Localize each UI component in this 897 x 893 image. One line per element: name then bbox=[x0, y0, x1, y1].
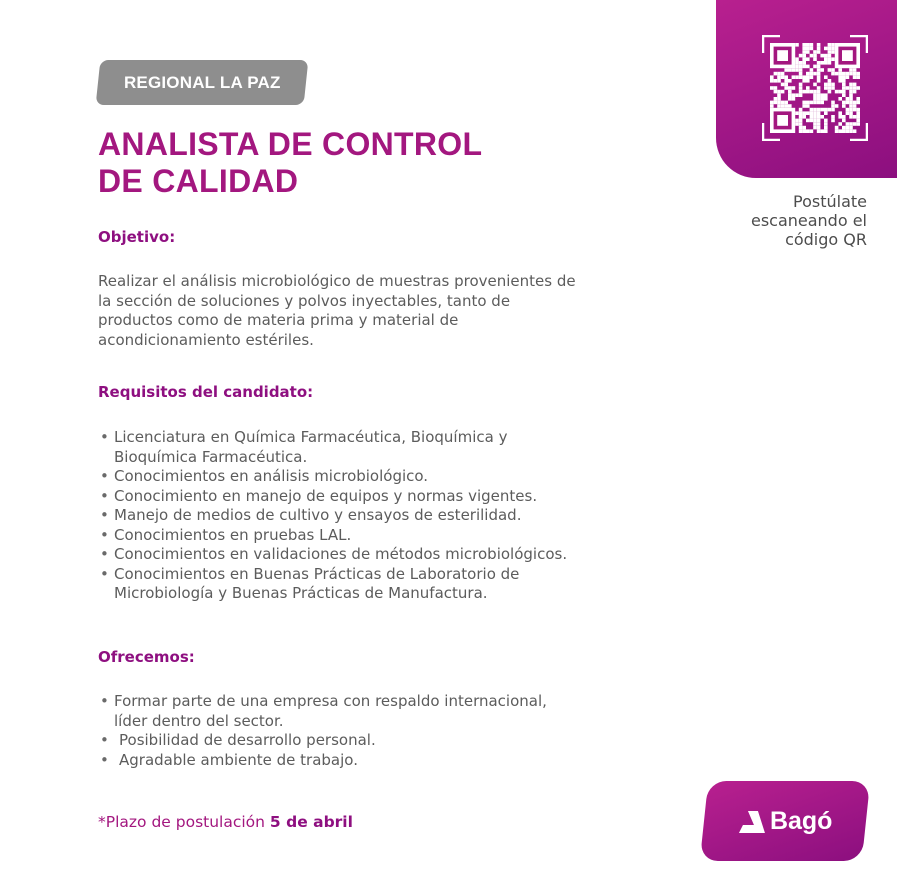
qr-code[interactable] bbox=[762, 35, 868, 141]
list-item: • Conocimientos en Buenas Prácticas de Laboratorio de bbox=[98, 565, 567, 585]
bago-logo-mark-icon bbox=[738, 809, 766, 833]
job-title-line-1: ANALISTA DE CONTROL bbox=[98, 126, 483, 162]
objective-heading: Objetivo: bbox=[98, 228, 176, 246]
region-badge bbox=[96, 60, 309, 105]
qr-caption bbox=[751, 192, 867, 249]
objective-line: acondicionamiento estériles. bbox=[98, 330, 314, 349]
list-item: • Licenciatura en Química Farmacéutica, Bioquímica y bbox=[98, 428, 567, 448]
job-title-line-2: DE CALIDAD bbox=[98, 163, 299, 199]
list-item-continuation bbox=[98, 712, 547, 732]
objective-line: Realizar el análisis microbiológico de muestras provenientes de bbox=[98, 272, 576, 290]
list-item: • Conocimientos en pruebas LAL. bbox=[98, 526, 567, 546]
requirements-heading: Requisitos del candidato: bbox=[98, 383, 314, 401]
bago-logo bbox=[700, 781, 870, 861]
qr-caption-line: Postúlate bbox=[793, 192, 867, 211]
list-item: • Conocimientos en validaciones de métodos microbiológicos. bbox=[98, 545, 567, 565]
list-item: • Conocimientos en análisis microbiológico. bbox=[98, 467, 567, 487]
objective-line: la sección de soluciones y polvos inyectables, tanto de bbox=[98, 291, 511, 310]
job-title bbox=[98, 126, 482, 200]
list-item: • Conocimiento en manejo de equipos y normas vigentes. bbox=[98, 487, 567, 507]
list-item-continuation bbox=[98, 584, 567, 604]
list-item: • Manejo de medios de cultivo y ensayos de esterilidad. bbox=[98, 506, 567, 526]
list-item-text: Microbiología y Buenas Prácticas de Manufactura. bbox=[114, 584, 488, 602]
qr-code-graphic bbox=[762, 35, 868, 141]
list-item-text: líder dentro del sector. bbox=[114, 711, 284, 730]
application-deadline bbox=[98, 813, 353, 831]
list-item-text: Bioquímica Farmacéutica. bbox=[114, 447, 308, 466]
region-badge-label: REGIONAL LA PAZ bbox=[123, 72, 281, 92]
offer-list bbox=[98, 692, 547, 770]
objective-line: productos como de materia prima y material de bbox=[98, 311, 459, 329]
qr-caption-line: escaneando el bbox=[750, 211, 867, 230]
bago-logo-text: Bagó bbox=[769, 806, 833, 835]
deadline-date: 5 de abril bbox=[269, 813, 353, 831]
qr-caption-line: código QR bbox=[785, 230, 867, 249]
deadline-prefix: *Plazo de postulación bbox=[98, 813, 270, 831]
offer-heading: Ofrecemos: bbox=[98, 648, 195, 666]
list-item-continuation bbox=[98, 448, 567, 468]
requirements-list bbox=[98, 428, 567, 604]
objective-text bbox=[98, 272, 698, 350]
list-item: • Formar parte de una empresa con respaldo internacional, bbox=[98, 692, 547, 712]
list-item: • Agradable ambiente de trabajo. bbox=[98, 751, 547, 771]
list-item: • Posibilidad de desarrollo personal. bbox=[98, 731, 547, 751]
